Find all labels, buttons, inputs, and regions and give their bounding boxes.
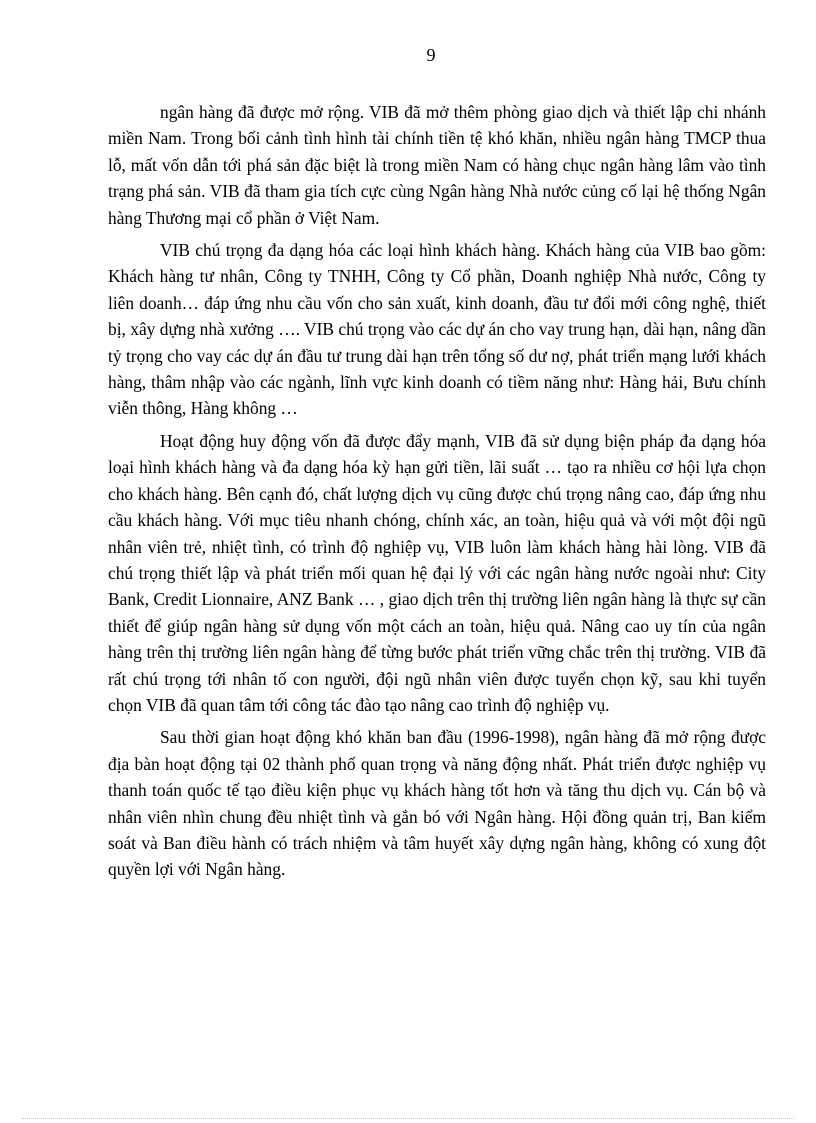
paragraph-2: VIB chú trọng đa dạng hóa các loại hình khách hàng. Khách hàng của VIB bao gồm: Khách hàng tư nhân, Công ty TNHH, Công ty Cổ phần, Doanh nghiệp Nhà nước, Công ty liên doanh… đáp ứng nhu cầu vốn cho sản xuất, kinh doanh, đầu tư đổi mới công nghệ, thiết bị, xây dựng nhà xưởng …. VIB chú trọng vào các dự án cho vay trung hạn, dài hạn, nâng dần tỷ trọng cho vay các dự án đầu tư trung dài hạn trên tổng số dư nợ, phát triển mạng lưới khách hàng, thâm nhập vào các ngành, lĩnh vực kinh doanh có tiềm năng như: Hàng hải, Bưu chính viễn thông, Hàng không …	[108, 240, 766, 419]
document-body	[108, 99, 766, 889]
page-number: 9	[426, 45, 436, 65]
paragraph-1: ngân hàng đã được mở rộng. VIB đã mở thêm phòng giao dịch và thiết lập chi nhánh miền Nam. Trong bối cảnh tình hình tài chính tiền tệ khó khăn, nhiều ngân hàng TMCP thua lỗ, mất vốn dẫn tới phá sản đặc biệt là trong miền Nam có hàng chục ngân hàng lâm vào tình trạng phá sản. VIB đã tham gia tích cực cùng Ngân hàng Nhà nước củng cố lại hệ thống Ngân hàng Thương mại cổ phần ở Việt Nam.	[108, 102, 766, 228]
paragraph-4: Sau thời gian hoạt động khó khăn ban đầu (1996-1998), ngân hàng đã mở rộng được địa bàn hoạt động tại 02 thành phố quan trọng và năng động nhất. Phát triển được nghiệp vụ thanh toán quốc tế tạo điều kiện phục vụ khách hàng tốt hơn và tăng thu dịch vụ. Cán bộ và nhân viên nhìn chung đều nhiệt tình và gắn bó với Ngân hàng. Hội đồng quản trị, Ban kiểm soát và Ban điều hành có trách nhiệm và tâm huyết xây dựng ngân hàng, không có xung đột quyền lợi với Ngân hàng.	[108, 727, 766, 880]
paragraph-3: Hoạt động huy động vốn đã được đẩy mạnh, VIB đã sử dụng biện pháp đa dạng hóa loại hình khách hàng và đa dạng hóa kỳ hạn gửi tiền, lãi suất … tạo ra nhiều cơ hội lựa chọn cho khách hàng. Bên cạnh đó, chất lượng dịch vụ cũng được chú trọng nâng cao, đáp ứng nhu cầu khách hàng. Với mục tiêu nhanh chóng, chính xác, an toàn, hiệu quả và với một đội ngũ nhân viên trẻ, nhiệt tình, có trình độ nghiệp vụ, VIB luôn làm khách hàng hài lòng. VIB đã chú trọng thiết lập và phát triển mối quan hệ đại lý với các ngân hàng nước ngoài như: City Bank, Credit Lionnaire, ANZ Bank … , giao dịch trên thị trường liên ngân hàng là thực sự cần thiết để giúp ngân hàng sử dụng vốn một cách an toàn, hiệu quả. Nâng cao uy tín của ngân hàng trên thị trường liên ngân hàng để từng bước phát triển vững chắc trên thị trường. VIB đã rất chú trọng tới nhân tố con người, đội ngũ nhân viên được tuyển chọn kỹ, sau khi tuyển chọn VIB đã quan tâm tới công tác đào tạo nâng cao trình độ nghiệp vụ.	[108, 430, 766, 715]
page-bottom-divider	[22, 1118, 794, 1119]
